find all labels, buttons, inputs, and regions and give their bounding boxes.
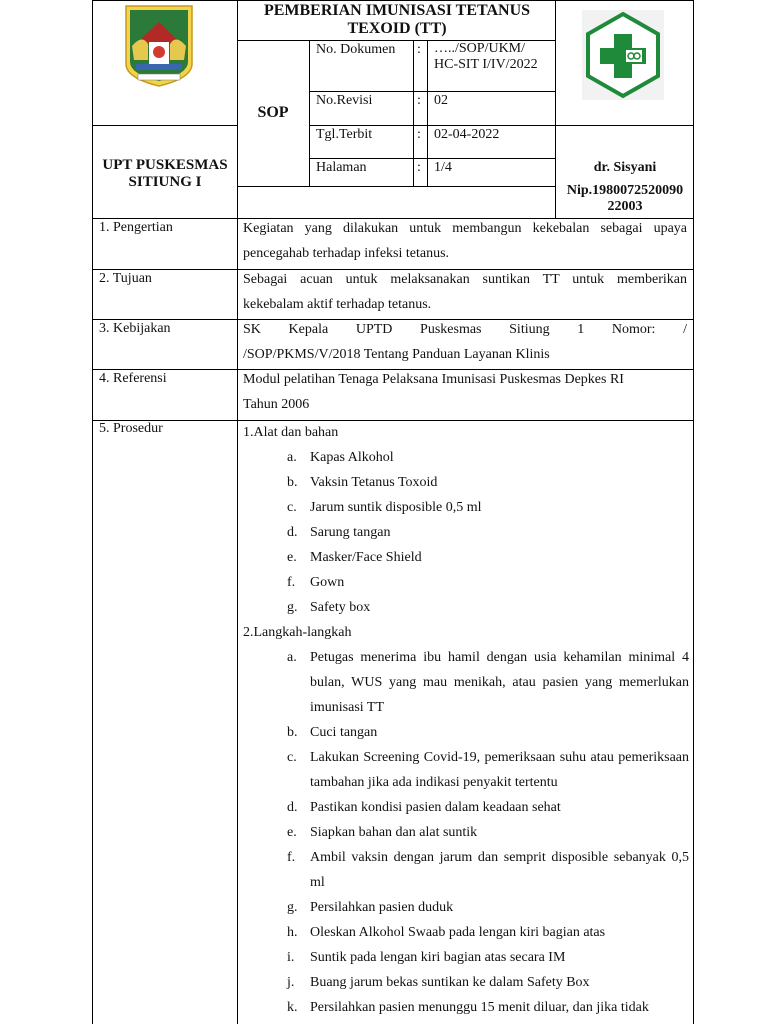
field-value-no-dokumen: …../SOP/UKM/ HC-SIT I/IV/2022 (434, 41, 538, 72)
list-item (243, 920, 689, 945)
list-item (243, 470, 689, 495)
list-item-text: Safety box (310, 600, 371, 615)
text-line: pencegahab terhadap infeksi tetanus. (243, 246, 450, 261)
list-item (243, 520, 689, 545)
list-marker: a. (287, 450, 297, 465)
text-line: Kegiatan yang dilakukan untuk membangun kekebalan sebagai upaya (243, 221, 687, 236)
signer-nip-line1: Nip.1980072520090 (566, 183, 684, 198)
list-marker: k. (287, 1000, 298, 1015)
list-item (243, 795, 689, 820)
list-item (243, 545, 689, 570)
text-line: Modul pelatihan Tenaga Pelaksana Imunisasi Puskesmas Depkes RI (243, 372, 624, 387)
field-sep: : (417, 127, 421, 142)
list-marker: f. (287, 575, 296, 590)
list-marker: j. (287, 975, 295, 990)
procedure-part-title: 2.Langkah-langkah (243, 625, 352, 640)
list-item-text: Vaksin Tetanus Toxoid (310, 475, 438, 490)
field-value-halaman: 1/4 (434, 160, 452, 175)
list-item-text: Gown (310, 575, 345, 590)
text-line: Sebagai acuan untuk melaksanakan suntikan TT untuk memberikan (243, 272, 687, 287)
list-marker: d. (287, 800, 298, 815)
list-item-text: Oleskan Alkohol Swaab pada lengan kiri bagian atas (310, 925, 606, 940)
text-line: kekebalam aktif terhadap tetanus. (243, 297, 432, 312)
list-marker: e. (287, 825, 297, 840)
text-line: /SOP/PKMS/V/2018 Tentang Panduan Layanan Klinis (243, 347, 550, 362)
signer-name: dr. Sisyani (593, 160, 657, 175)
field-value-tgl-terbit: 02-04-2022 (434, 127, 500, 142)
section-label-pengertian: 1. Pengertian (99, 220, 173, 235)
tools-list (243, 445, 689, 620)
list-item (243, 495, 689, 520)
list-item-text: Lakukan Screening Covid-19, pemeriksaan suhu atau pemeriksaan tambahan jika ada indikasi penyakit tertentu (310, 750, 689, 790)
list-item-text: Siapkan bahan dan alat suntik (310, 825, 478, 840)
list-item (243, 595, 689, 620)
list-item (243, 945, 689, 970)
list-item-text: Pastikan kondisi pasien dalam keadaan sehat (310, 800, 561, 815)
field-sep: : (417, 93, 421, 108)
list-item-text: Jarum suntik disposible 0,5 ml (310, 500, 482, 515)
list-item-text: Ambil vaksin dengan jarum dan semprit disposible sebanyak 0,5 ml (310, 850, 689, 890)
list-marker: h. (287, 925, 298, 940)
list-marker: g. (287, 900, 298, 915)
list-item (243, 570, 689, 595)
field-sep: : (417, 160, 421, 175)
section-label-referensi: 4. Referensi (99, 371, 167, 386)
list-item-text: Persilahkan pasien duduk (310, 900, 454, 915)
sop-label: SOP (257, 104, 289, 121)
field-label-no-revisi: No.Revisi (316, 93, 373, 108)
field-label-tgl-terbit: Tgl.Terbit (316, 127, 373, 142)
procedure-part-title: 1.Alat dan bahan (243, 425, 339, 440)
list-item (243, 970, 689, 995)
list-marker: b. (287, 475, 298, 490)
list-item-text: Petugas menerima ibu hamil dengan usia kehamilan minimal 4 bulan, WUS yang mau menikah, atau pasien yang memerlukan imunisasi TT (310, 650, 689, 715)
section-label-prosedur: 5. Prosedur (99, 421, 163, 436)
section-text-pengertian (243, 216, 687, 266)
list-item (243, 820, 689, 845)
list-marker: f. (287, 850, 296, 865)
section-text-kebijakan (243, 317, 687, 367)
puskesmas-cross-icon (582, 10, 664, 100)
list-marker: c. (287, 750, 297, 765)
list-marker: b. (287, 725, 298, 740)
list-marker: e. (287, 550, 297, 565)
field-sep: : (417, 42, 421, 57)
section-text-tujuan (243, 267, 687, 317)
list-item-text: Persilahkan pasien menunggu 15 menit diluar, dan jika tidak (310, 1000, 649, 1015)
regency-emblem-icon (122, 4, 196, 88)
section-text-referensi (243, 367, 687, 417)
list-item (243, 445, 689, 470)
section-label-kebijakan: 3. Kebijakan (99, 321, 171, 336)
field-label-no-dokumen: No. Dokumen (316, 42, 396, 57)
list-item-text: Buang jarum bekas suntikan ke dalam Safety Box (310, 975, 590, 990)
text-line: Tahun 2006 (243, 397, 310, 412)
steps-list (243, 645, 689, 1020)
list-item-text: Masker/Face Shield (310, 550, 422, 565)
list-marker: g. (287, 600, 298, 615)
list-item (243, 745, 689, 795)
text-line: SK Kepala UPTD Puskesmas Sitiung 1 Nomor: / (243, 322, 687, 337)
list-item-text: Sarung tangan (310, 525, 391, 540)
org-name-line1: UPT PUSKESMAS (102, 157, 228, 173)
signer-nip-line2: 22003 (607, 199, 643, 214)
list-marker: a. (287, 650, 297, 665)
list-marker: i. (287, 950, 295, 965)
list-item (243, 895, 689, 920)
org-name-line2: SITIUNG I (128, 174, 202, 190)
list-marker: d. (287, 525, 298, 540)
list-item-text: Suntik pada lengan kiri bagian atas secara IM (310, 950, 566, 965)
list-item (243, 845, 689, 895)
document-title: PEMBERIAN IMUNISASI TETANUS TEXOID (TT) (263, 2, 531, 37)
procedure-content (243, 420, 689, 1020)
list-item (243, 720, 689, 745)
list-item (243, 645, 689, 720)
field-label-halaman: Halaman (316, 160, 367, 175)
list-marker: c. (287, 500, 297, 515)
list-item (243, 995, 689, 1020)
field-value-no-revisi: 02 (434, 93, 448, 108)
list-item-text: Kapas Alkohol (310, 450, 394, 465)
list-item-text: Cuci tangan (310, 725, 378, 740)
section-label-tujuan: 2. Tujuan (99, 271, 152, 286)
